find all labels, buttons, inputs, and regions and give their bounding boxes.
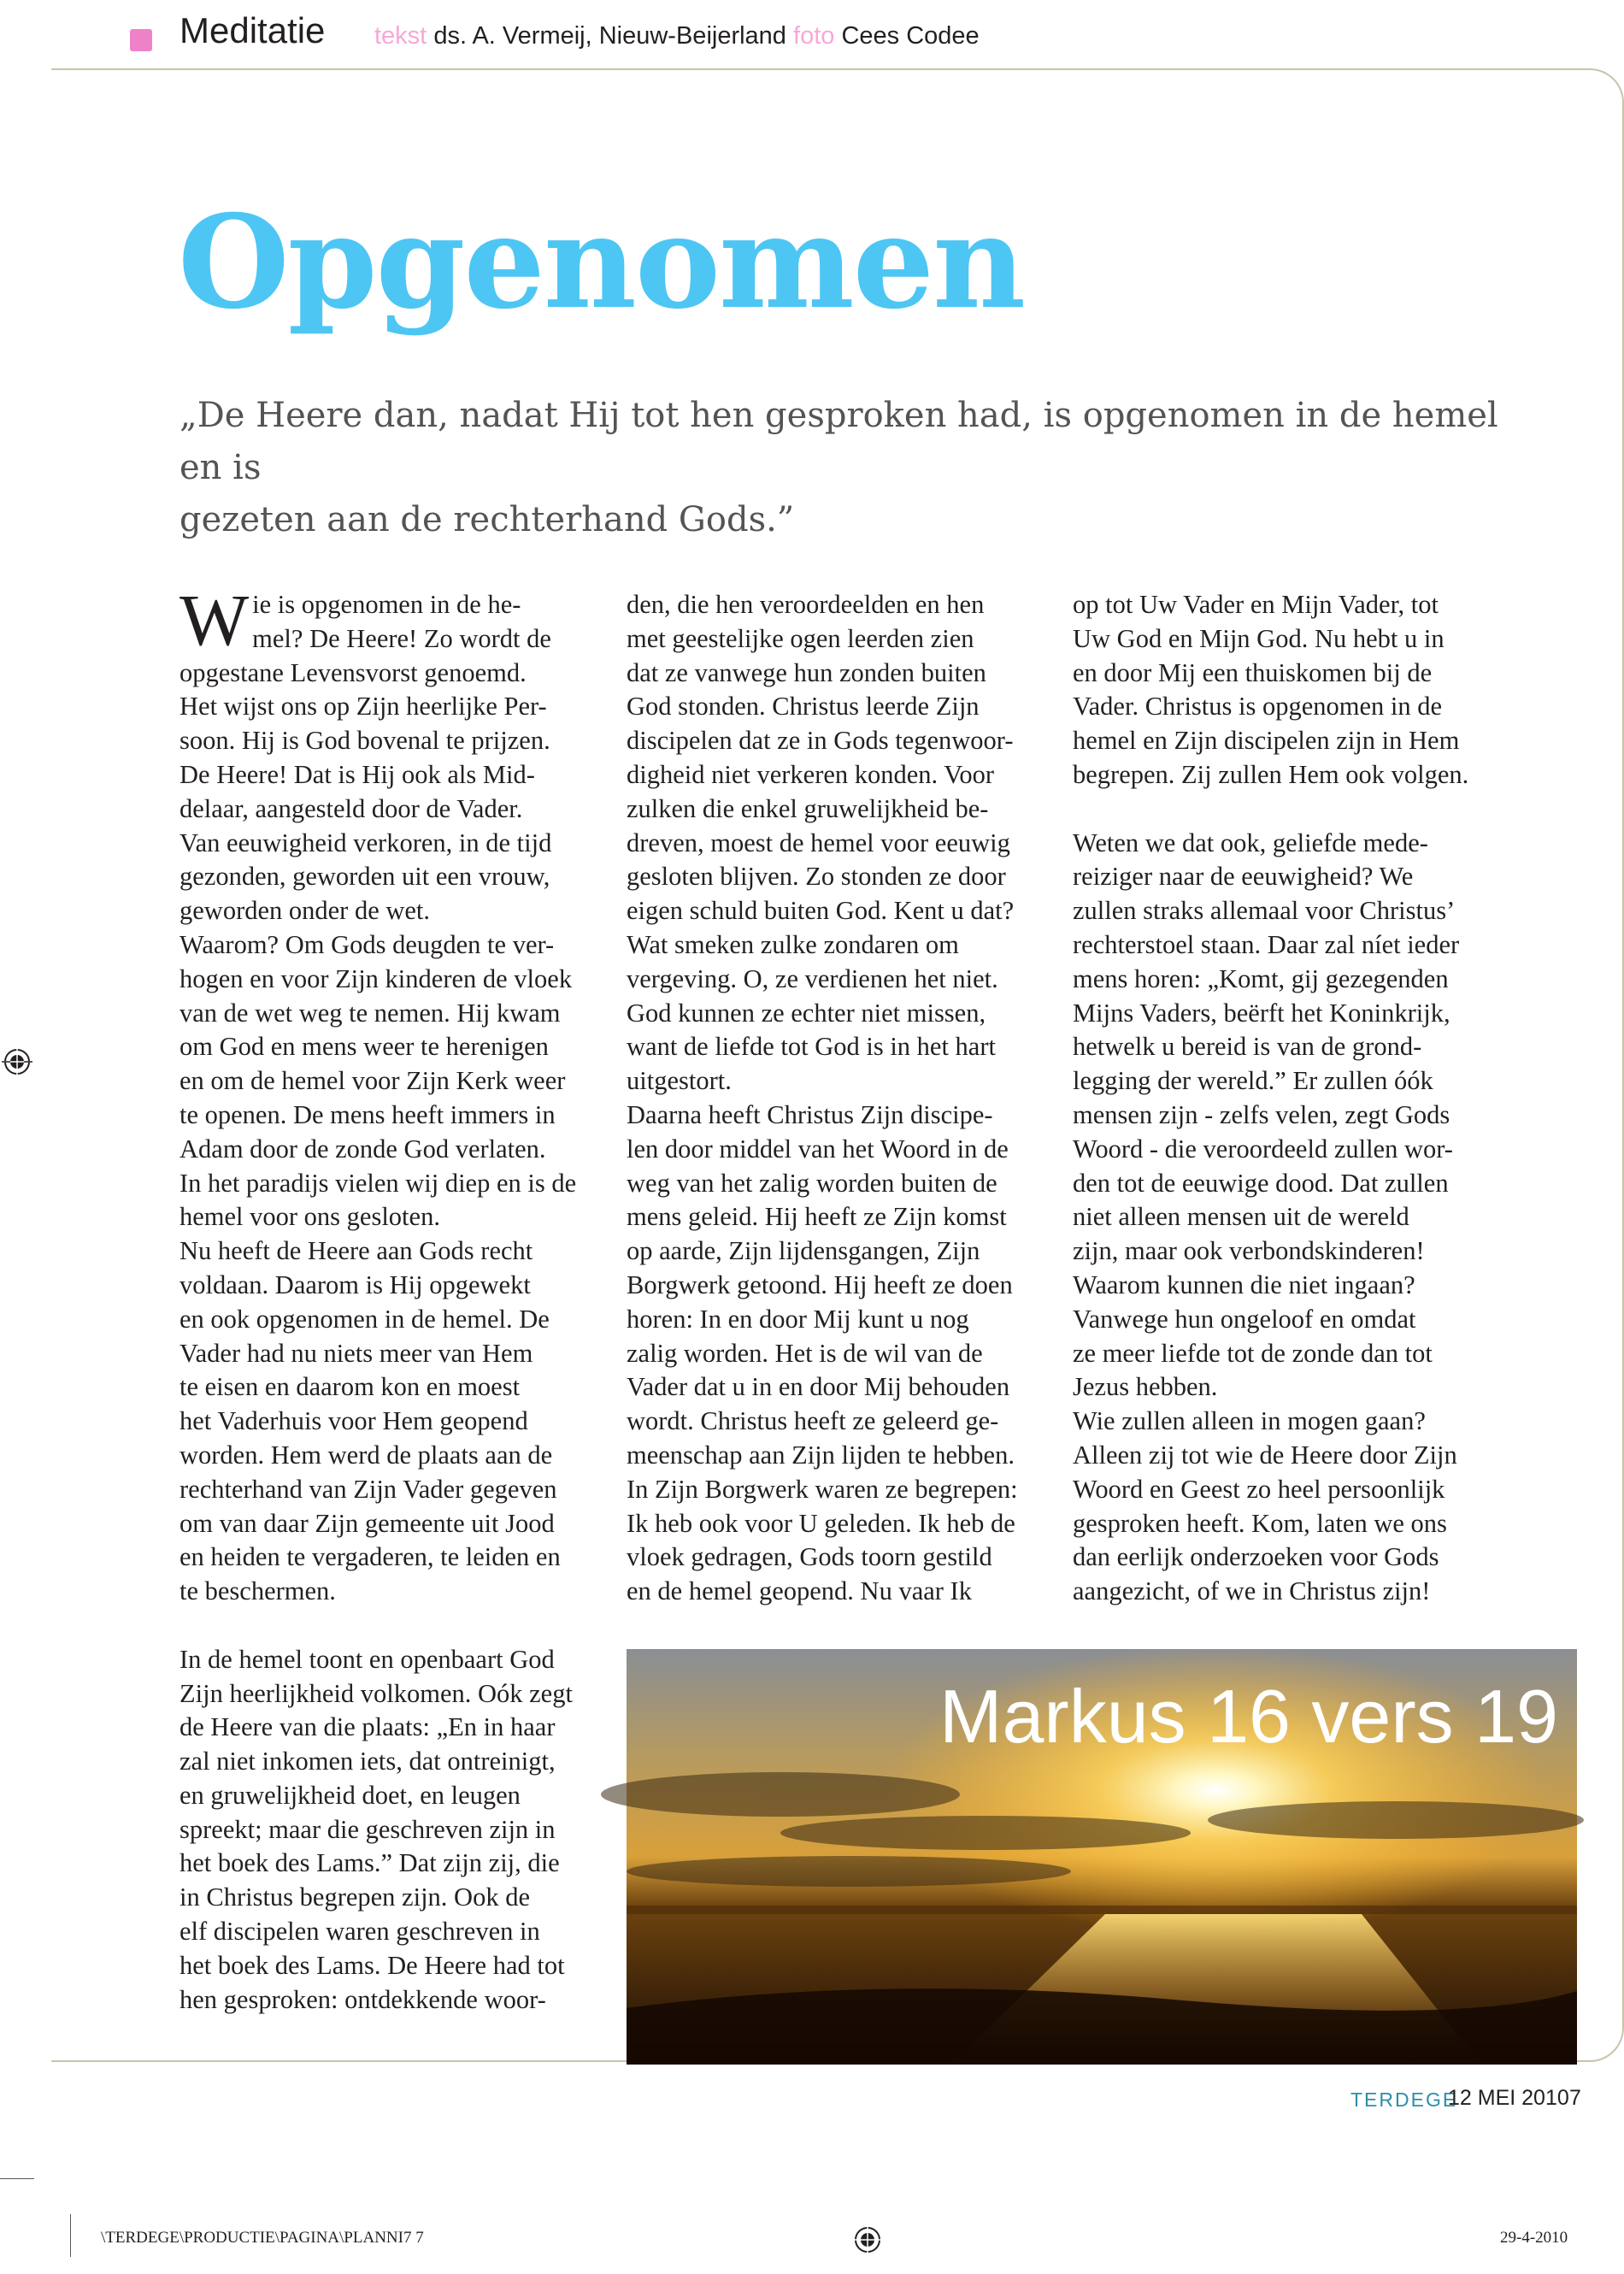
- text-line: gesloten blijven. Zo stonden ze door: [627, 862, 1006, 892]
- text-line: zalig worden. Het is de wil van de: [627, 1338, 983, 1368]
- text-line: zulken die enkel gruwelijkheid be-: [627, 793, 989, 823]
- text-line: In Zijn Borgwerk waren ze begrepen:: [627, 1474, 1018, 1504]
- text-line: mens geleid. Hij heeft ze Zijn komst: [627, 1202, 1007, 1232]
- text-line: vloek gedragen, Gods toorn gestild: [627, 1542, 992, 1572]
- text-line: soon. Hij is God bovenal te prijzen.: [179, 726, 550, 756]
- sunset-photo: [627, 1649, 1577, 2065]
- text-line: om God en mens weer te herenigen: [179, 1032, 549, 1062]
- crop-mark: [70, 2214, 71, 2257]
- text-label: tekst: [374, 22, 427, 50]
- slug-date: 29-4-2010: [1500, 2229, 1568, 2247]
- text-line: legging der wereld.” Er zullen óók: [1073, 1066, 1433, 1096]
- text-line: niet alleen mensen uit de wereld: [1073, 1202, 1409, 1232]
- file-slug: \TERDEGE\PRODUCTIE\PAGINA\PLANNI7 7: [101, 2229, 424, 2247]
- section-marker: [130, 29, 152, 51]
- text-line: eigen schuld buiten God. Kent u dat?: [627, 896, 1015, 926]
- text-line: en heiden te vergaderen, te leiden en: [179, 1542, 561, 1572]
- text-line: digheid niet verkeren konden. Voor: [627, 759, 995, 789]
- text-line: en de hemel geopend. Nu vaar Ik: [627, 1576, 972, 1606]
- text-line: want de liefde tot God is in het hart: [627, 1032, 996, 1062]
- text-line: hetwelk u bereid is van de grond-: [1073, 1032, 1422, 1062]
- section-label: Meditatie: [179, 10, 326, 50]
- text-line: uitgestort.: [627, 1066, 732, 1096]
- article-title: Opgenomen: [178, 187, 1025, 338]
- text-line: vergeving. O, ze verdienen het niet.: [627, 963, 998, 993]
- text-line: spreekt; maar die geschreven zijn in: [179, 1814, 556, 1844]
- text-line: op aarde, Zijn lijdensgangen, Zijn: [627, 1236, 980, 1266]
- text-line: met geestelijke ogen leerden zien: [627, 623, 974, 653]
- crop-mark: [0, 2178, 34, 2179]
- text-line: en ook opgenomen in de hemel. De: [179, 1304, 550, 1334]
- text-line: zal niet inkomen iets, dat ontreinigt,: [179, 1747, 556, 1776]
- text-line: Jezus hebben.: [1073, 1372, 1218, 1402]
- intro-quote: [179, 390, 1504, 546]
- text-line: Vader had nu niets meer van Hem: [179, 1338, 533, 1368]
- text-line: worden. Hem werd de plaats aan de: [179, 1440, 553, 1470]
- text-line: horen: In en door Mij kunt u nog: [627, 1304, 969, 1334]
- text-line: geworden onder de wet.: [179, 896, 431, 926]
- text-line: Daarna heeft Christus Zijn discipe-: [627, 1099, 993, 1129]
- text-line: elf discipelen waren geschreven in: [179, 1917, 540, 1947]
- text-line: hemel voor ons gesloten.: [179, 1202, 440, 1232]
- text-line: het boek des Lams.” Dat zijn zij, die: [179, 1848, 560, 1878]
- text-line: dat ze vanwege hun zonden buiten: [627, 657, 986, 687]
- text-line: Uw God en Mijn God. Nu hebt u in: [1073, 623, 1445, 653]
- text-line: weg van het zalig worden buiten de: [627, 1168, 997, 1198]
- text-line: Mijns Vaders, beërft het Koninkrijk,: [1073, 998, 1450, 1028]
- text-line: te beschermen.: [179, 1576, 336, 1606]
- text-line: ie is opgenomen in de he-: [252, 590, 521, 619]
- text-line: gesproken heeft. Kom, laten we ons: [1073, 1508, 1447, 1538]
- text-line: Van eeuwigheid verkoren, in de tijd: [179, 828, 552, 857]
- intro-line: gezeten aan de rechterhand Gods.”: [179, 500, 795, 539]
- text-line: te eisen en daarom kon en moest: [179, 1372, 521, 1402]
- text-line: het boek des Lams. De Heere had tot: [179, 1950, 565, 1980]
- text-line: van de wet weg te nemen. Hij kwam: [179, 998, 561, 1028]
- photographer: Cees Codee: [841, 22, 980, 50]
- intro-line: „De Heere dan, nadat Hij tot hen gesproken had, is opgenomen in de hemel en is: [179, 396, 1498, 487]
- text-line: Alleen zij tot wie de Heere door Zijn: [1073, 1440, 1457, 1470]
- text-line: ze meer liefde tot de zonde dan tot: [1073, 1338, 1433, 1368]
- magazine-name: TERDEGE: [1350, 2088, 1458, 2111]
- author: ds. A. Vermeij, Nieuw-Beijerland: [433, 22, 786, 50]
- text-line: mensen zijn - zelfs velen, zegt Gods: [1073, 1099, 1450, 1129]
- column-1: [179, 579, 607, 2017]
- text-line: voldaan. Daarom is Hij opgewekt: [179, 1270, 531, 1299]
- text-line: dreven, moest de hemel voor eeuwig: [627, 828, 1010, 857]
- text-line: God kunnen ze echter niet missen,: [627, 998, 986, 1028]
- text-line: wordt. Christus heeft ze geleerd ge-: [627, 1406, 999, 1436]
- text-line: len door middel van het Woord in de: [627, 1134, 1009, 1164]
- text-line: meenschap aan Zijn lijden te hebben.: [627, 1440, 1015, 1470]
- text-line: om van daar Zijn gemeente uit Jood: [179, 1508, 555, 1538]
- text-line: Ik heb ook voor U geleden. Ik heb de: [627, 1508, 1015, 1538]
- text-line: Waarom? Om Gods deugden te ver-: [179, 929, 555, 959]
- text-line: Vanwege hun ongeloof en omdat: [1073, 1304, 1416, 1334]
- issue-date: 12 MEI 2010: [1448, 2086, 1569, 2110]
- text-line: zijn, maar ook verbondskinderen!: [1073, 1236, 1425, 1266]
- photo-label: foto: [793, 22, 835, 50]
- text-line: op tot Uw Vader en Mijn Vader, tot: [1073, 590, 1439, 619]
- text-line: rechterhand van Zijn Vader gegeven: [179, 1474, 557, 1504]
- drop-cap: W: [179, 579, 250, 661]
- paragraph-gap: [179, 1609, 607, 1643]
- text-line: in Christus begrepen zijn. Ook de: [179, 1882, 530, 1912]
- text-line: reiziger naar de eeuwigheid? We: [1073, 862, 1414, 892]
- text-line: Wat smeken zulke zondaren om: [627, 929, 959, 959]
- text-line: opgestane Levensvorst genoemd.: [179, 657, 527, 687]
- registration-mark-icon: [0, 1045, 34, 1079]
- page-number: 7: [1569, 2086, 1581, 2110]
- text-line: discipelen dat ze in Gods tegenwoor-: [627, 726, 1014, 756]
- photo-caption: Markus 16 vers 19: [939, 1674, 1558, 1759]
- text-line: mens horen: „Komt, gij gezegenden: [1073, 963, 1449, 993]
- text-line: Zijn heerlijkheid volkomen. Oók zegt: [179, 1678, 573, 1708]
- text-line: den, die hen veroordeelden en hen: [627, 590, 985, 619]
- registration-mark-icon: [850, 2223, 885, 2257]
- text-line: Het wijst ons op Zijn heerlijke Per-: [179, 692, 547, 722]
- text-line: begrepen. Zij zullen Hem ook volgen.: [1073, 759, 1469, 789]
- text-line: den tot de eeuwige dood. Dat zullen: [1073, 1168, 1449, 1198]
- text-line: hogen en voor Zijn kinderen de vloek: [179, 963, 573, 993]
- paragraph-gap: [1073, 792, 1500, 827]
- text-line: het Vaderhuis voor Hem geopend: [179, 1406, 528, 1436]
- text-line: en gruwelijkheid doet, en leugen: [179, 1780, 521, 1810]
- text-line: en om de hemel voor Zijn Kerk weer: [179, 1066, 566, 1096]
- credits: [374, 22, 980, 50]
- text-line: Woord en Geest zo heel persoonlijk: [1073, 1474, 1445, 1504]
- text-line: Vader. Christus is opgenomen in de: [1073, 692, 1443, 722]
- text-line: De Heere! Dat is Hij ook als Mid-: [179, 759, 535, 789]
- column-2: [627, 588, 1054, 1609]
- text-line: Adam door de zonde God verlaten.: [179, 1134, 546, 1164]
- text-line: hemel en Zijn discipelen zijn in Hem: [1073, 726, 1460, 756]
- text-line: Weten we dat ook, geliefde mede-: [1073, 828, 1428, 857]
- text-line: Vader dat u in en door Mij behouden: [627, 1372, 1010, 1402]
- text-line: Wie zullen alleen in mogen gaan?: [1073, 1406, 1426, 1436]
- text-line: Waarom kunnen die niet ingaan?: [1073, 1270, 1415, 1299]
- text-line: zullen straks allemaal voor Christus’: [1073, 896, 1456, 926]
- text-line: In het paradijs vielen wij diep en is de: [179, 1168, 577, 1198]
- text-line: In de hemel toont en openbaart God: [179, 1644, 555, 1674]
- text-line: en door Mij een thuiskomen bij de: [1073, 657, 1433, 687]
- column-3: [1073, 588, 1500, 1609]
- text-line: aangezicht, of we in Christus zijn!: [1073, 1576, 1431, 1606]
- text-line: Nu heeft de Heere aan Gods recht: [179, 1236, 533, 1266]
- text-line: de Heere van die plaats: „En in haar: [179, 1712, 556, 1742]
- text-line: Woord - die veroordeeld zullen wor-: [1073, 1134, 1453, 1164]
- text-line: God stonden. Christus leerde Zijn: [627, 692, 980, 722]
- text-line: te openen. De mens heeft immers in: [179, 1099, 556, 1129]
- text-line: rechterstoel staan. Daar zal níet ieder: [1073, 929, 1460, 959]
- text-line: mel? De Heere! Zo wordt de: [252, 623, 551, 653]
- text-line: delaar, aangesteld door de Vader.: [179, 793, 523, 823]
- text-line: hen gesproken: ontdekkende woor-: [179, 1984, 546, 2014]
- text-line: dan eerlijk onderzoeken voor Gods: [1073, 1542, 1439, 1572]
- text-line: Borgwerk getoond. Hij heeft ze doen: [627, 1270, 1013, 1299]
- text-line: gezonden, geworden uit een vrouw,: [179, 862, 550, 892]
